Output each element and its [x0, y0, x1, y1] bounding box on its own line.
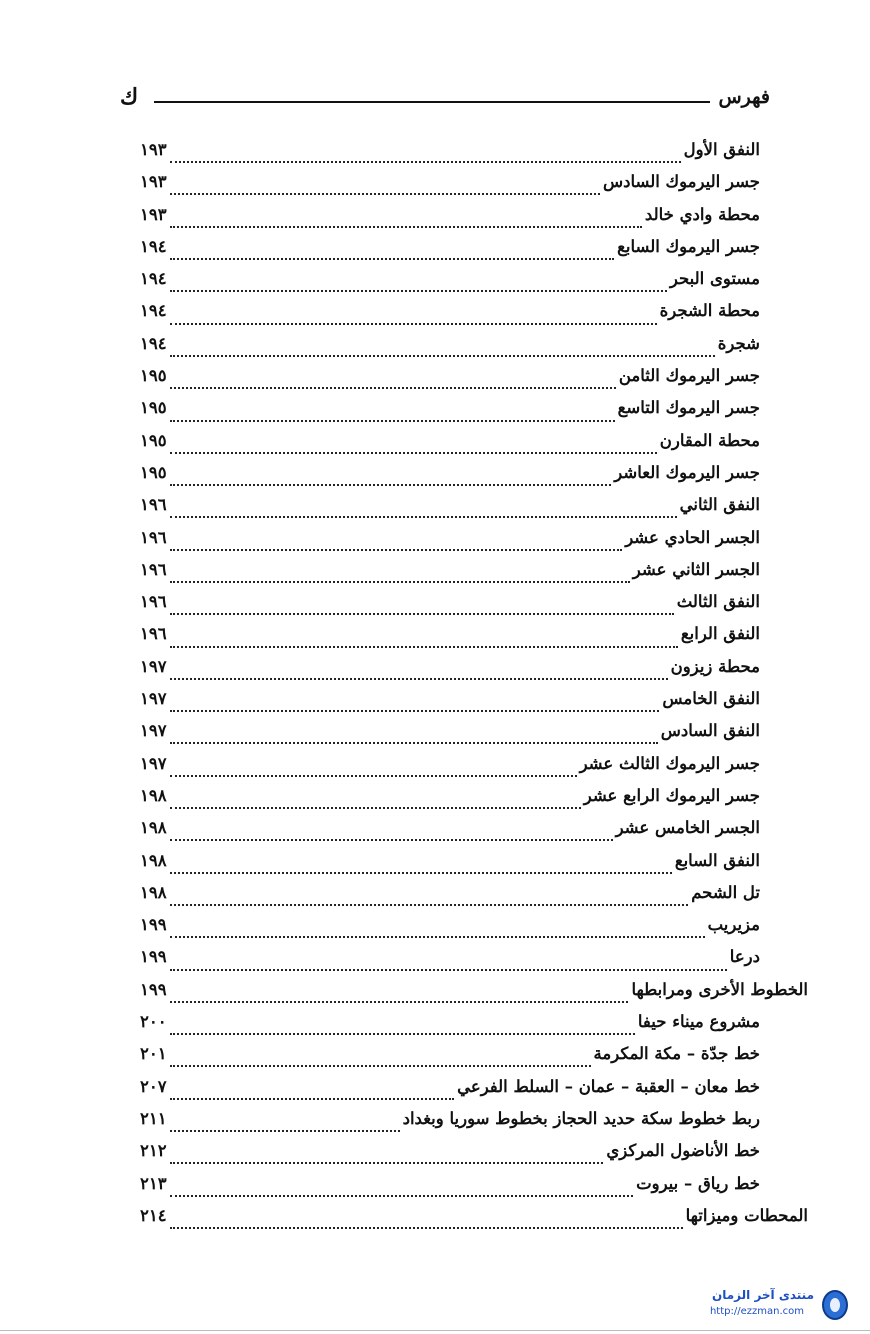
- toc-entry: [140, 1077, 760, 1109]
- toc-entry-page: ١٩٩: [140, 947, 167, 967]
- toc-entry: [140, 592, 760, 624]
- toc-leader-dots: [170, 807, 581, 809]
- toc-entry-page: ٢٠١: [140, 1044, 167, 1064]
- toc-leader-dots: [170, 355, 715, 357]
- header-rule: [154, 101, 710, 103]
- toc-leader-dots: [170, 613, 674, 615]
- toc-entry-label: خط جدّة – مكة المكرمة: [593, 1044, 760, 1064]
- toc-leader-dots: [170, 226, 642, 228]
- toc-entry-page: ١٩٣: [140, 140, 167, 159]
- toc-entry-page: ١٩٦: [140, 624, 167, 644]
- toc-entry: [140, 366, 760, 398]
- page-letter: ك: [120, 84, 139, 110]
- toc-entry-page: ١٩٦: [140, 592, 167, 612]
- toc-entry-page: ١٩٤: [140, 269, 167, 289]
- toc-entry-page: ١٩٨: [140, 785, 167, 805]
- toc-entry: [140, 560, 760, 592]
- toc-entry-page: ١٩٧: [140, 656, 167, 676]
- toc-entry-label: خط رياق – بيروت: [636, 1173, 760, 1193]
- toc-leader-dots: [170, 1001, 629, 1003]
- watermark-url: http://ezzman.com: [709, 1306, 804, 1317]
- toc-entry: [140, 721, 760, 753]
- toc-entry: [140, 980, 808, 1012]
- toc-entry-label: النفق الأول: [683, 140, 760, 159]
- toc-entry-label: النفق الثاني: [679, 495, 760, 515]
- toc-entry-page: ١٩٦: [140, 559, 167, 579]
- toc-entry-label: جسر اليرموك السادس: [602, 172, 760, 192]
- toc-entry: [140, 269, 760, 301]
- toc-entry-label: النفق السادس: [660, 721, 760, 741]
- watermark: [668, 1286, 848, 1326]
- toc-entry-label: محطة المقارن: [659, 430, 760, 450]
- toc-entry: [140, 1174, 760, 1206]
- toc-entry-label: محطة الشجرة: [659, 301, 760, 321]
- toc-entry: [140, 689, 760, 721]
- toc-entry: [140, 334, 760, 366]
- toc-entry-page: ١٩٤: [140, 333, 167, 353]
- toc-leader-dots: [170, 1162, 604, 1164]
- toc-entry-label: ربط خطوط سكة حديد الحجاز بخطوط سوريا وبغداد: [402, 1108, 760, 1128]
- toc-entry-page: ١٩٩: [140, 979, 167, 999]
- toc-entry-page: ١٩٣: [140, 204, 167, 224]
- forum-logo-icon: [822, 1290, 848, 1320]
- toc-entry-label: الخطوط الأخرى ومرابطها: [631, 979, 808, 999]
- toc-leader-dots: [170, 936, 705, 938]
- toc-entry: [140, 657, 760, 689]
- toc-entry-label: تل الشحم: [691, 882, 760, 902]
- toc-entry-label: مستوى البحر: [669, 269, 760, 289]
- toc-leader-dots: [170, 969, 727, 971]
- toc-entry-label: النفق الرابع: [680, 624, 760, 644]
- toc-leader-dots: [170, 710, 660, 712]
- toc-entry: [140, 883, 760, 915]
- toc-entry-label: درعا: [729, 947, 760, 967]
- toc-entry-page: ٢١٣: [140, 1173, 167, 1193]
- toc-entry: [140, 1044, 760, 1076]
- toc-leader-dots: [170, 1227, 683, 1229]
- toc-entry-label: محطة وادي خالد: [644, 204, 760, 224]
- toc-leader-dots: [170, 742, 658, 744]
- toc-entry-page: ١٩٦: [140, 527, 167, 547]
- toc-entry-page: ١٩٥: [140, 366, 167, 386]
- toc-leader-dots: [170, 258, 615, 260]
- toc-entry: [140, 398, 760, 430]
- toc-entry: [140, 786, 760, 818]
- toc-leader-dots: [170, 516, 677, 518]
- toc-leader-dots: [170, 678, 668, 680]
- toc-entry-page: ١٩٥: [140, 398, 167, 418]
- toc-entry: [140, 947, 760, 979]
- toc-leader-dots: [170, 1195, 633, 1197]
- toc-leader-dots: [170, 904, 689, 906]
- toc-entry: [140, 754, 760, 786]
- toc-entry-page: ٢١١: [140, 1108, 167, 1128]
- toc-entry: [140, 463, 760, 495]
- toc-entry: [140, 624, 760, 656]
- toc-entry-page: ١٩٧: [140, 721, 167, 741]
- watermark-site-name: منتدى آخر الزمان: [712, 1288, 814, 1302]
- toc-entry-label: جسر اليرموك العاشر: [614, 462, 760, 482]
- toc-entry-label: النفق السابع: [674, 850, 760, 870]
- toc-entry-page: ٢١٢: [140, 1141, 167, 1161]
- toc-entry-page: ١٩٤: [140, 301, 167, 321]
- toc-entry-label: خط معان – العقبة – عمان – السلط الفرعي: [457, 1076, 760, 1096]
- toc-leader-dots: [170, 484, 612, 486]
- toc-entry-page: ٢٠٠: [140, 1012, 167, 1032]
- toc-entry: [140, 301, 760, 333]
- toc-entry: [140, 237, 760, 269]
- bottom-border: [0, 1330, 870, 1331]
- toc-entry-label: مشروع ميناء حيفا: [637, 1012, 760, 1032]
- toc-leader-dots: [170, 839, 613, 841]
- toc-entry-page: ٢١٤: [140, 1205, 167, 1225]
- toc-entry-label: الجسر الحادي عشر: [625, 527, 760, 547]
- toc-leader-dots: [170, 452, 657, 454]
- toc-entry: [140, 818, 760, 850]
- toc-entry-page: ١٩٨: [140, 850, 167, 870]
- toc-entry-label: جسر اليرموك الثامن: [618, 366, 760, 386]
- toc-entry-page: ١٩٩: [140, 915, 167, 935]
- toc-entry-label: النفق الخامس: [662, 689, 760, 709]
- toc-entry-label: الجسر الثاني عشر: [632, 559, 760, 579]
- toc-entry-label: المحطات وميزاتها: [685, 1205, 808, 1225]
- toc-leader-dots: [170, 549, 623, 551]
- toc-entry-label: جسر اليرموك التاسع: [617, 398, 760, 418]
- toc-entry-page: ١٩٥: [140, 430, 167, 450]
- toc-leader-dots: [170, 1065, 591, 1067]
- page-title: فهرس: [718, 86, 770, 108]
- toc-entry: [140, 1109, 760, 1141]
- page-header: [120, 86, 770, 116]
- toc-entry-page: ١٩٥: [140, 462, 167, 482]
- toc-leader-dots: [170, 323, 657, 325]
- toc-entry: [140, 1206, 808, 1238]
- toc-entry-label: النفق الثالث: [676, 592, 760, 612]
- toc-leader-dots: [170, 775, 577, 777]
- toc-entry: [140, 915, 760, 947]
- toc-entry-page: ١٩٣: [140, 172, 167, 192]
- toc-entry-page: ١٩٦: [140, 495, 167, 515]
- toc-entry-label: مزيريب: [707, 915, 760, 935]
- toc-entry-page: ٢٠٧: [140, 1076, 167, 1096]
- toc-entry-page: ١٩٧: [140, 689, 167, 709]
- toc-entry: [140, 172, 760, 204]
- toc-leader-dots: [170, 646, 678, 648]
- toc-leader-dots: [170, 1130, 400, 1132]
- toc-entry-label: خط الأناضول المركزي: [606, 1141, 760, 1161]
- toc-entry: [140, 851, 760, 883]
- toc-entry-page: ١٩٨: [140, 818, 167, 838]
- toc-leader-dots: [170, 161, 681, 163]
- toc-entry-label: جسر اليرموك الثالث عشر: [579, 753, 760, 773]
- toc-entry: [140, 1141, 760, 1173]
- toc-entry-label: شجرة: [717, 333, 760, 353]
- toc-entry-label: جسر اليرموك السابع: [617, 236, 760, 256]
- table-of-contents: [140, 140, 808, 1238]
- toc-leader-dots: [170, 387, 616, 389]
- toc-entry: [140, 495, 760, 527]
- toc-leader-dots: [170, 581, 630, 583]
- toc-leader-dots: [170, 1033, 635, 1035]
- toc-entry: [140, 528, 760, 560]
- toc-entry: [140, 431, 760, 463]
- toc-entry: [140, 140, 760, 172]
- toc-leader-dots: [170, 1098, 455, 1100]
- toc-entry: [140, 205, 760, 237]
- toc-leader-dots: [170, 193, 600, 195]
- toc-entry-label: جسر اليرموك الرابع عشر: [583, 785, 760, 805]
- toc-entry-page: ١٩٨: [140, 882, 167, 902]
- toc-entry-label: الجسر الخامس عشر: [615, 818, 760, 838]
- toc-leader-dots: [170, 872, 672, 874]
- toc-entry-page: ١٩٤: [140, 236, 167, 256]
- toc-leader-dots: [170, 420, 615, 422]
- toc-leader-dots: [170, 290, 667, 292]
- toc-entry-label: محطة زيزون: [670, 656, 760, 676]
- toc-entry: [140, 1012, 760, 1044]
- toc-entry-page: ١٩٧: [140, 753, 167, 773]
